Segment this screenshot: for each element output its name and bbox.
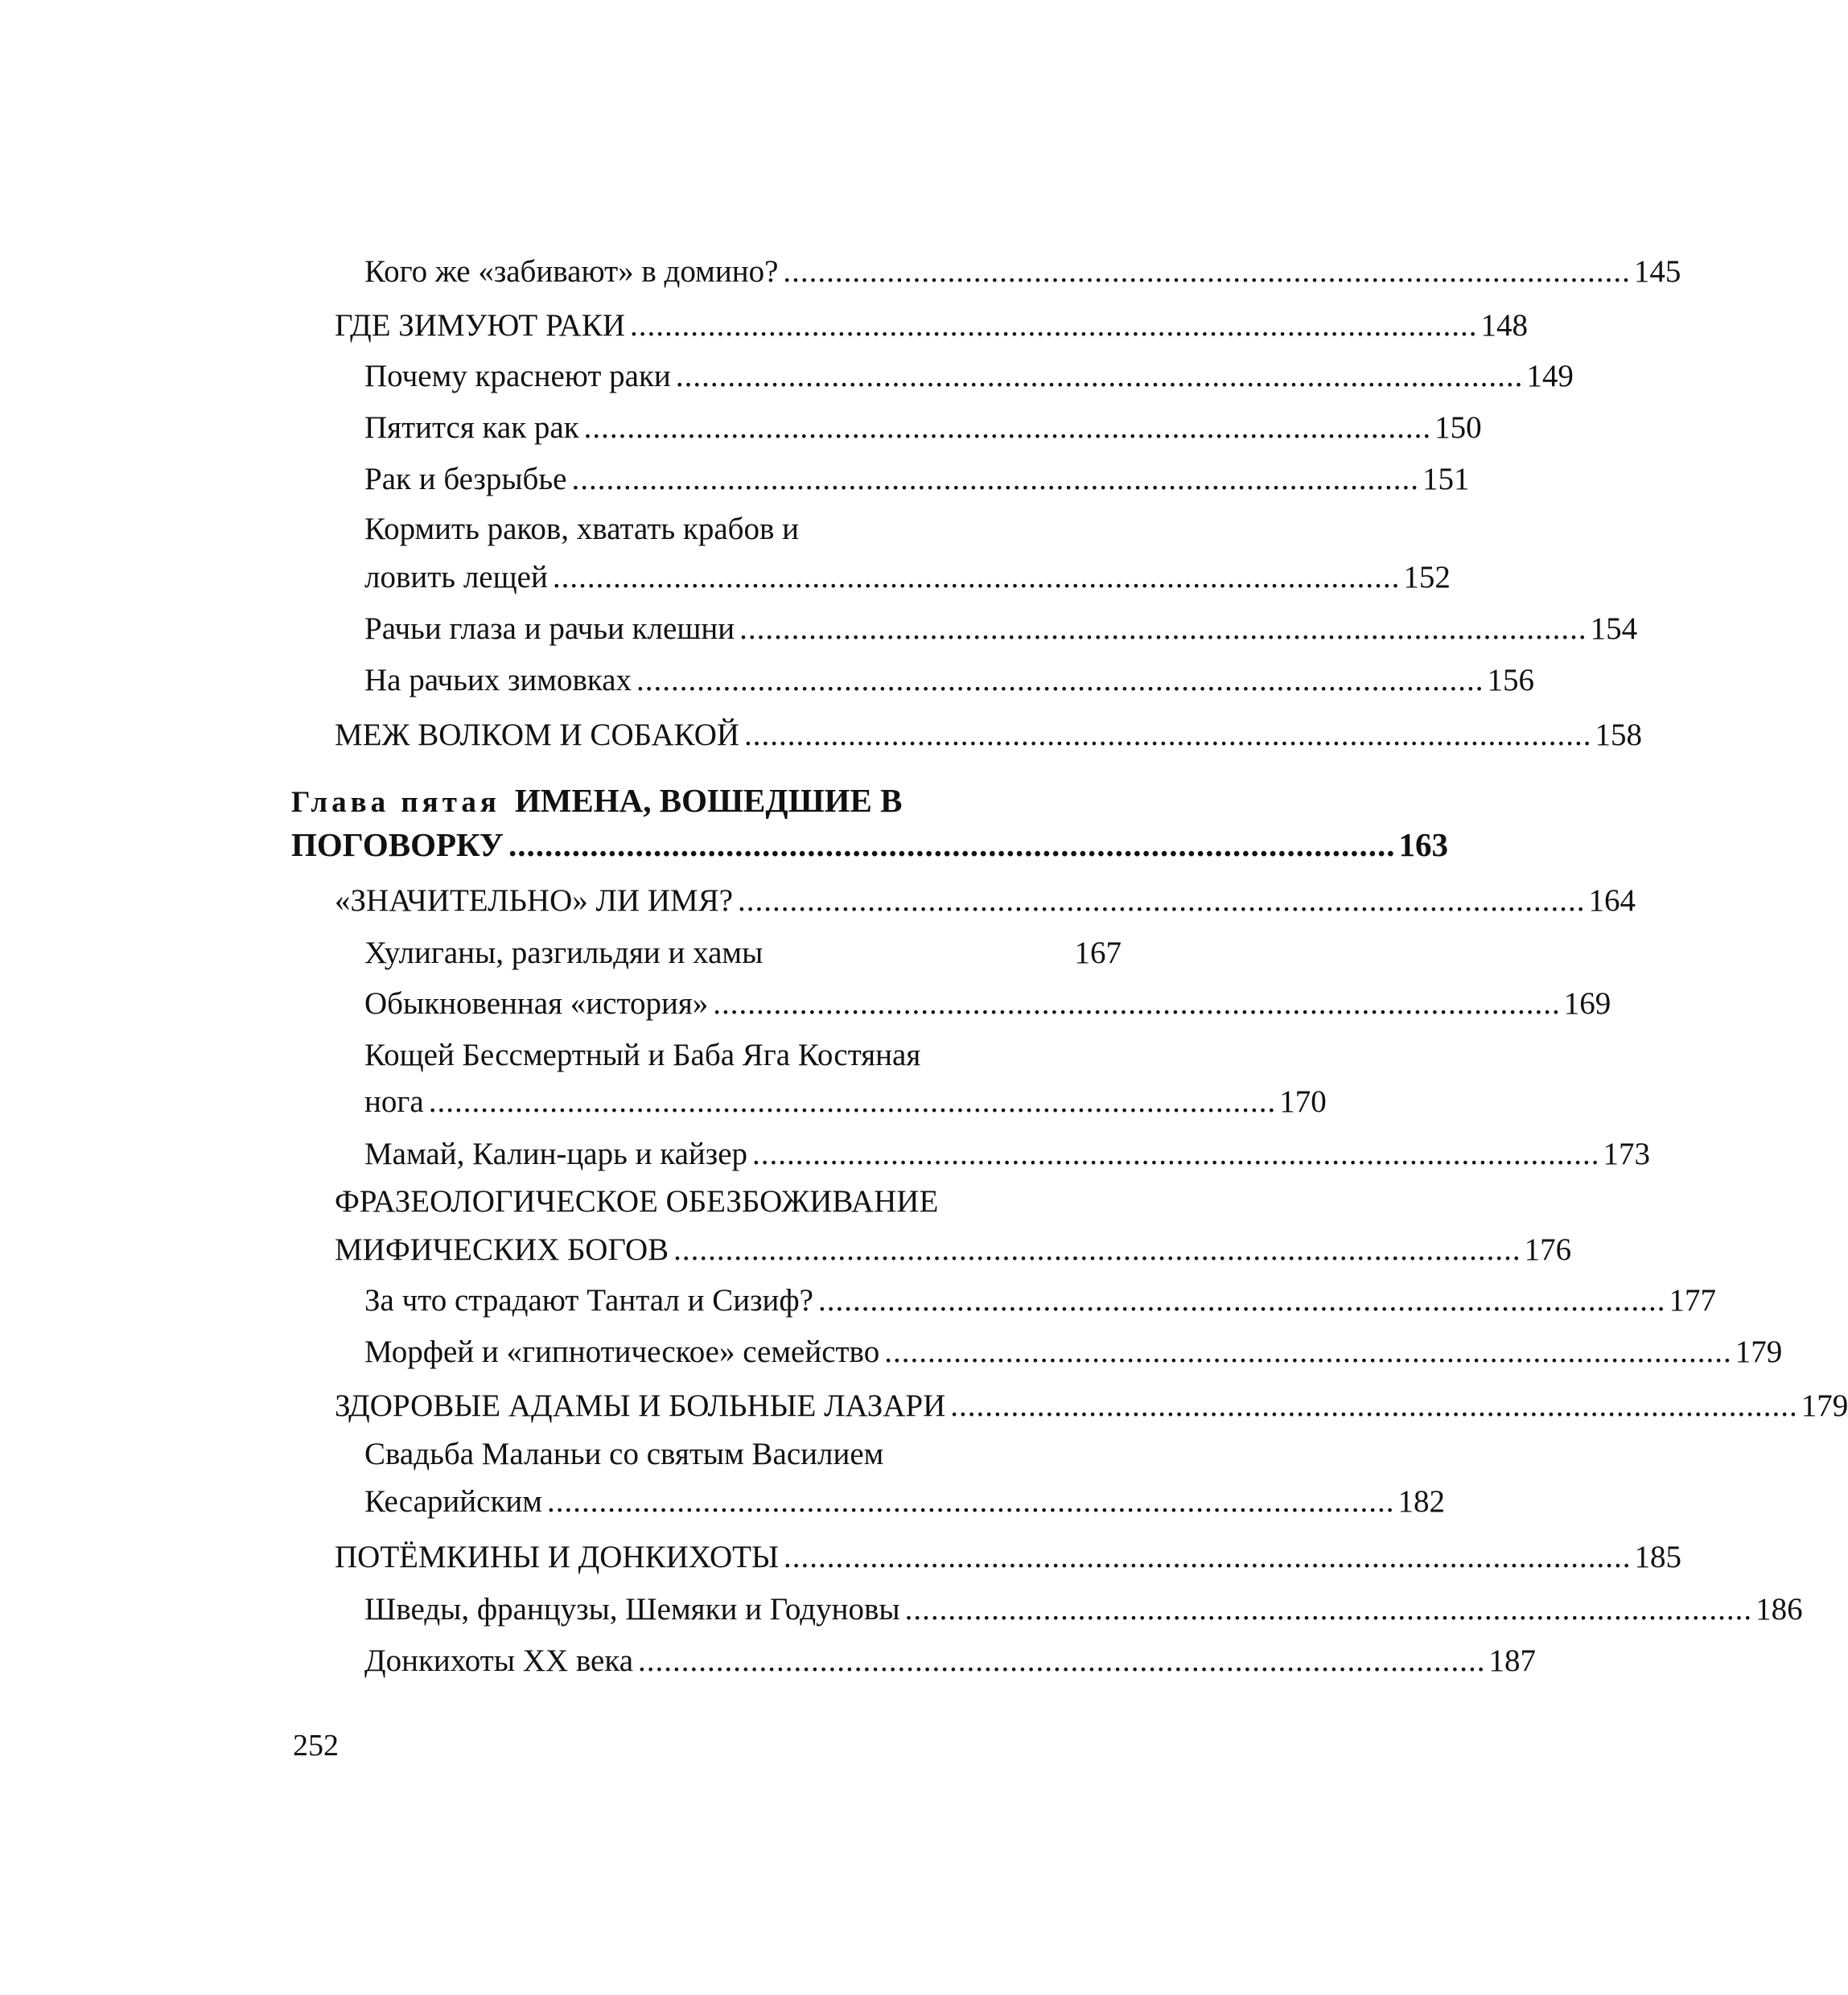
toc-page-number: 173 <box>1603 1137 1651 1171</box>
toc-entry-title: Морфей и «гипнотическое» семейство <box>364 1335 880 1369</box>
toc-section-entry <box>335 1388 1848 1423</box>
dot-leader: .................................................................................................. <box>428 1084 1277 1119</box>
toc-page-number: 187 <box>1488 1643 1537 1678</box>
toc-page-number: 156 <box>1487 663 1535 697</box>
toc-entry-title: ЗДОРОВЫЕ АДАМЫ И БОЛЬНЫЕ ЛАЗАРИ <box>335 1388 946 1423</box>
dot-leader: .................................................................................................. <box>583 410 1432 445</box>
toc-entry <box>364 1484 1445 1519</box>
toc-entry-title: Почему краснеют раки <box>364 359 671 393</box>
toc-entry-title: Мамай, Калин-царь и кайзер <box>364 1137 748 1171</box>
toc-entry <box>364 1283 1716 1318</box>
toc-entry <box>364 986 1611 1021</box>
dot-leader: .................................................................................................. <box>636 663 1484 697</box>
dot-leader: .................................................................................................. <box>546 1484 1395 1519</box>
toc-page-number: 179 <box>1801 1388 1848 1423</box>
toc-entry-title: Донкихоты XX века <box>364 1643 634 1678</box>
toc-entry-title: Пятится как рак <box>364 410 579 445</box>
toc-entry <box>364 1643 1537 1678</box>
toc-page-number: 152 <box>1403 560 1451 594</box>
toc-page-number: 163 <box>1398 826 1449 863</box>
toc-entry-title: МИФИЧЕСКИХ БОГОВ <box>335 1232 669 1267</box>
dot-leader: .................................................................................................. <box>673 1232 1521 1267</box>
toc-section-line1: ФРАЗЕОЛОГИЧЕСКОЕ ОБЕЗБОЖИВАНИЕ <box>335 1184 939 1219</box>
dot-leader: .................................................................................................. <box>713 986 1561 1021</box>
chapter-label: Глава пятая <box>291 786 500 819</box>
toc-entry-title: Кесарийским <box>364 1484 542 1519</box>
toc-page-number: 179 <box>1735 1335 1783 1369</box>
dot-leader: .................................................................................................. <box>904 1592 1753 1627</box>
toc-entry-title: ГДЕ ЗИМУЮТ РАКИ <box>335 308 626 343</box>
toc-entry-title: На рачьих зимовках <box>364 663 632 697</box>
dot-leader: .................................................................................................. <box>552 560 1401 594</box>
dot-leader: .................................................................................................. <box>783 1540 1632 1574</box>
toc-page-number: 158 <box>1595 718 1643 752</box>
dot-leader: .................................................................................................. <box>739 611 1587 646</box>
toc-page-number: 176 <box>1524 1232 1572 1267</box>
toc-section-entry <box>335 1232 1572 1267</box>
toc-page-number: 149 <box>1526 359 1574 393</box>
toc-section-entry <box>335 308 1529 343</box>
toc-entry <box>364 560 1451 594</box>
toc-page-number: 151 <box>1422 462 1470 496</box>
toc-page-number: 154 <box>1590 611 1638 646</box>
toc-section-entry <box>335 883 1636 918</box>
toc-entry <box>364 1335 1783 1369</box>
toc-entry-title: ПОГОВОРКУ <box>291 826 504 863</box>
toc-entry <box>364 359 1574 393</box>
dot-leader: .................................................................................................. <box>630 308 1478 343</box>
toc-entry-title: нога <box>364 1084 424 1119</box>
dot-leader: .................................................................................................. <box>675 359 1524 393</box>
dot-leader: .................................................................................................. <box>884 1335 1732 1369</box>
page-number: 252 <box>293 1729 339 1763</box>
dot-leader: .................................................................................................. <box>817 1283 1666 1318</box>
dot-leader: .................................................................................................. <box>783 254 1631 289</box>
toc-entry <box>364 1137 1651 1171</box>
dot-leader: .................................................................................................. <box>571 462 1419 496</box>
toc-page-number: 145 <box>1633 254 1681 289</box>
toc-page-number: 185 <box>1634 1540 1681 1574</box>
toc-entry-title: ловить лещей <box>364 560 548 594</box>
toc-entry <box>364 410 1482 445</box>
toc-page-number: 148 <box>1480 308 1529 343</box>
toc-entry-title: ПОТЁМКИНЫ И ДОНКИХОТЫ <box>335 1540 779 1574</box>
toc-entry <box>364 254 1681 289</box>
toc-section-entry <box>335 718 1643 752</box>
toc-page-number: 164 <box>1588 883 1636 918</box>
dot-leader: .................................................................................................. <box>738 883 1586 918</box>
dot-leader: .................................................................................................. <box>744 718 1592 752</box>
toc-entry-line1: Свадьба Маланьи со святым Василием <box>364 1437 884 1471</box>
toc-entry-line1: Кормить раков, хватать крабов и <box>364 512 800 546</box>
toc-page-number: 150 <box>1434 410 1482 445</box>
toc-page-number: 177 <box>1669 1283 1716 1318</box>
toc-entry-title: Рачьи глаза и рачьи клешни <box>364 611 735 646</box>
toc-entry-title: Кого же «забивают» в домино? <box>364 254 779 289</box>
toc-entry-title: Обыкновенная «история» <box>364 986 709 1021</box>
toc-entry-title: Хулиганы, разгильдяи и хамы <box>364 936 763 970</box>
toc-entry <box>364 1084 1327 1119</box>
toc-entry <box>364 663 1535 697</box>
toc-entry <box>364 937 1122 969</box>
dot-leader: .................................................................................................. <box>950 1388 1798 1423</box>
toc-page-number: 169 <box>1563 986 1611 1021</box>
toc-chapter-entry <box>291 826 1449 863</box>
toc-chapter-heading-line1 <box>291 784 1122 817</box>
toc-section-entry <box>335 1540 1681 1574</box>
toc-entry <box>364 1592 1803 1627</box>
dot-leader: .................................................................................................. <box>638 1643 1486 1678</box>
toc-entry-title: Рак и безрыбье <box>364 462 567 496</box>
dot-leader: .................................................................................................. <box>508 826 1396 863</box>
toc-entry-line1: Кощей Бессмертный и Баба Яга Костяная <box>364 1038 921 1072</box>
toc-entry-title: Шведы, французы, Шемяки и Годуновы <box>364 1592 900 1627</box>
toc-page-number: 167 <box>1074 936 1122 970</box>
toc-entry-title: За что страдают Тантал и Сизиф? <box>364 1283 813 1318</box>
dot-leader: .................................................................................................. <box>752 1137 1600 1171</box>
toc-entry-title: «ЗНАЧИТЕЛЬНО» ЛИ ИМЯ? <box>335 883 734 918</box>
toc-entry <box>364 611 1638 646</box>
toc-entry-title: МЕЖ ВОЛКОМ И СОБАКОЙ <box>335 718 740 752</box>
toc-page-number: 182 <box>1397 1484 1445 1519</box>
toc-entry <box>364 462 1470 496</box>
toc-page-number: 186 <box>1755 1592 1803 1627</box>
toc-page-number: 170 <box>1279 1084 1327 1119</box>
chapter-title: ИМЕНА, ВОШЕДШИЕ В <box>514 782 903 819</box>
